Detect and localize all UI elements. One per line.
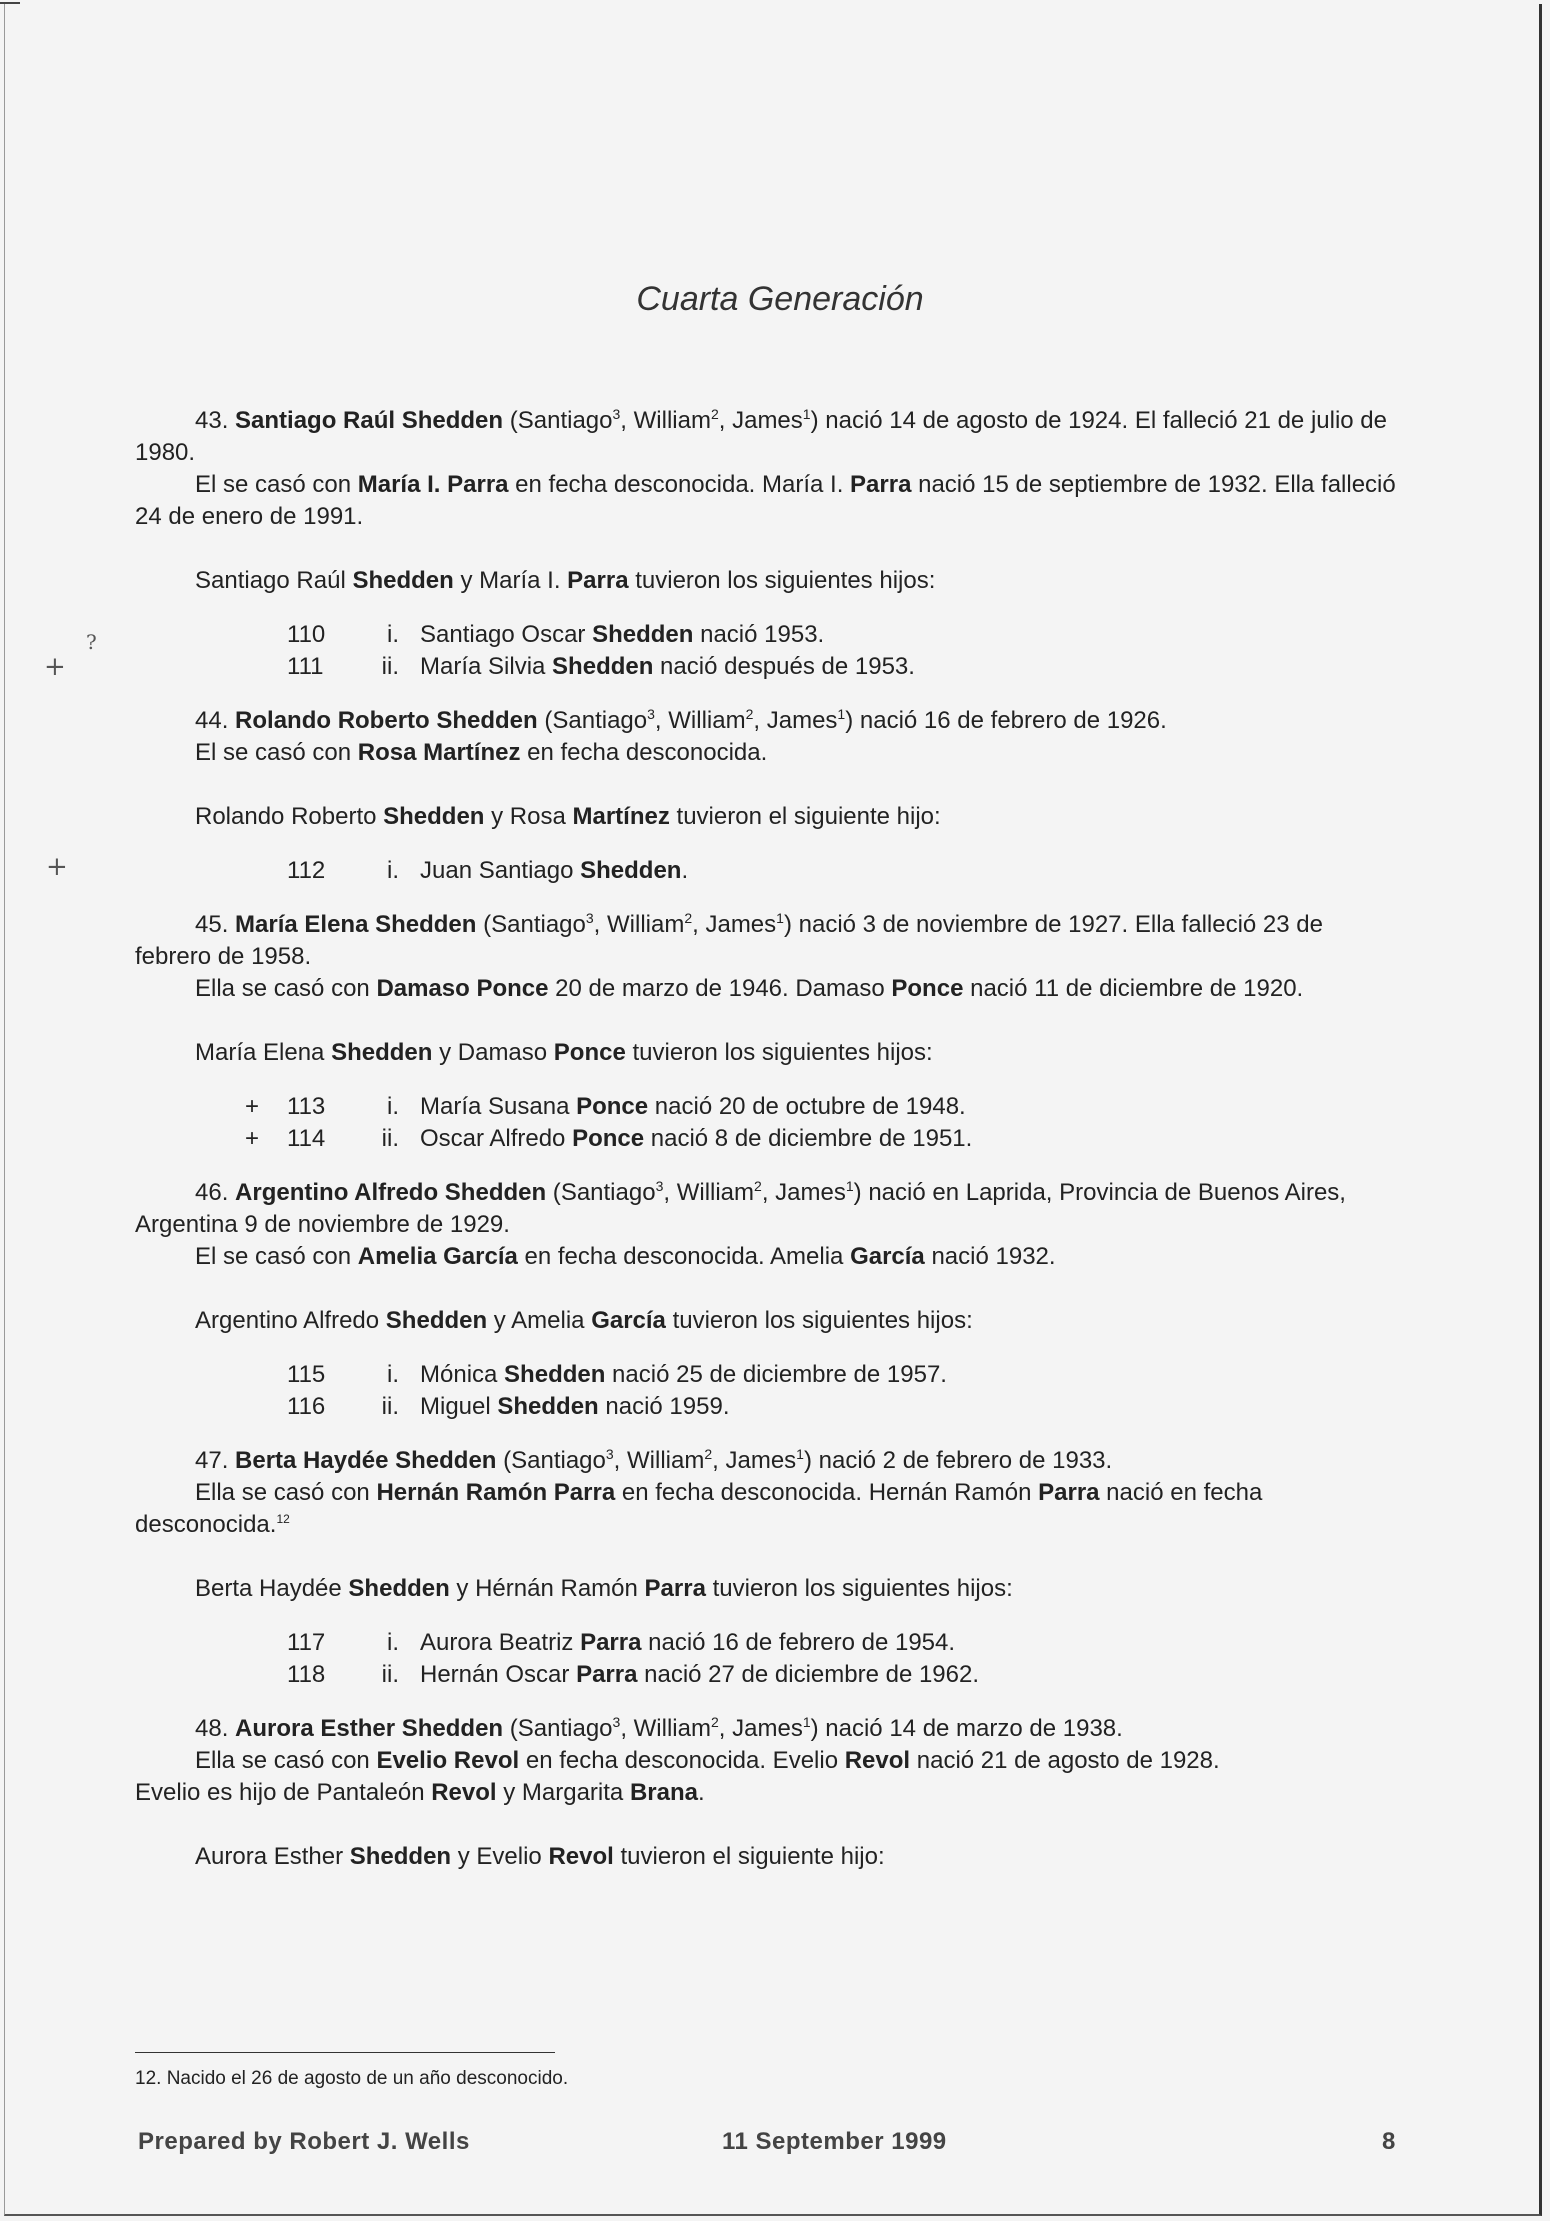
- margin-mark-plus: +: [46, 852, 68, 882]
- child-text: Aurora Beatriz Parra nació 16 de febrero de 1954.: [420, 1629, 956, 1656]
- child-surname: Shedden: [504, 1361, 606, 1388]
- spacer: [135, 1337, 1405, 1359]
- entry: [135, 405, 1405, 705]
- margin-mark-question: ?: [86, 630, 97, 654]
- ancestor-name: William: [668, 707, 746, 734]
- scan-mark: [0, 2, 20, 4]
- marriage-text: El se casó con Rosa Martínez en fecha desconocida.: [195, 739, 768, 766]
- spacer: [135, 1005, 1405, 1037]
- child-row: [135, 1627, 1405, 1659]
- child-surname: Parra: [576, 1661, 638, 1688]
- child-roman: ii.: [381, 1393, 399, 1420]
- child-number: 116: [287, 1393, 326, 1420]
- spacer: [135, 683, 1405, 705]
- children-intro: Berta Haydée Shedden y Hérnán Ramón Parra tuvieron los siguientes hijos:: [195, 1575, 1013, 1602]
- entry-number: 44.: [195, 707, 236, 734]
- parent-bold: Revol: [431, 1779, 497, 1806]
- generation-number: 1: [837, 706, 846, 722]
- generation-number: 1: [802, 406, 811, 422]
- child-number: 112: [287, 857, 326, 884]
- entry-header: 48. Aurora Esther Shedden (Santiago$^3$, William$^2$, James$^1$) nació 14 de marzo de 1938.: [195, 1714, 1123, 1742]
- child-surname: Parra: [580, 1629, 642, 1656]
- entry-number: 48.: [195, 1715, 236, 1742]
- spacer: [135, 1155, 1405, 1177]
- spouse-bold: García: [850, 1243, 925, 1270]
- entry-name: Berta Haydée Shedden: [235, 1447, 497, 1474]
- marriage-text: El se casó con María I. Parra en fecha desconocida. María I. Parra nació 15 de septiembre de 1932. Ella falleció 24 de enero de 1991.: [135, 471, 1396, 530]
- child-roman: i.: [387, 621, 399, 648]
- spacer: [135, 1809, 1405, 1841]
- spouse-bold: Ponce: [891, 975, 964, 1002]
- child-text: María Susana Ponce nació 20 de octubre de 1948.: [420, 1093, 966, 1120]
- ancestor-name: James: [725, 1447, 797, 1474]
- spouse-bold: María I. Parra: [357, 471, 509, 498]
- birth-text: nació 14 de agosto de 1924. El falleció 21 de julio de 1980.: [135, 407, 1387, 466]
- entry-header: 43. Santiago Raúl Shedden (Santiago$^3$, William$^2$, James$^1$) nació 14 de agosto de 1924. El falleció 21 de julio de 1980.: [135, 406, 1387, 466]
- child-number: 117: [287, 1629, 326, 1656]
- child-roman: ii.: [381, 1125, 399, 1152]
- generation-number: 3: [585, 910, 594, 926]
- child-text: Santiago Oscar Shedden nació 1953.: [420, 621, 825, 648]
- child-surname: Ponce: [576, 1093, 649, 1120]
- spacer: [135, 1691, 1405, 1713]
- entry: [135, 909, 1405, 1177]
- entry-name: María Elena Shedden: [235, 911, 477, 938]
- child-number: 110: [287, 621, 326, 648]
- spouse-bold: Revol: [844, 1747, 911, 1774]
- ancestor-name: Santiago: [511, 1447, 606, 1474]
- parent-surname-bold: Parra: [567, 567, 629, 594]
- spouse-bold: Evelio Revol: [376, 1747, 520, 1774]
- spouse-bold: Amelia García: [357, 1243, 518, 1270]
- child-text: Juan Santiago Shedden.: [420, 857, 689, 884]
- children-intro: Santiago Raúl Shedden y María I. Parra tuvieron los siguientes hijos:: [195, 567, 936, 594]
- marriage-text: Ella se casó con Evelio Revol en fecha desconocida. Evelio Revol nació 21 de agosto de 1928.: [195, 1747, 1220, 1774]
- generation-number: 3: [612, 406, 621, 422]
- ancestor-name: Santiago: [552, 707, 648, 734]
- entries-list: [135, 405, 1405, 1873]
- entry-name: Santiago Raúl Shedden: [235, 407, 504, 434]
- child-row: [135, 1659, 1405, 1691]
- entry-number: 47.: [195, 1447, 236, 1474]
- generation-number: 2: [754, 1178, 762, 1194]
- generation-number: 1: [776, 910, 784, 926]
- spouse-bold: Hernán Ramón Parra: [376, 1479, 616, 1506]
- generation-number: 1: [802, 1714, 811, 1730]
- entry-header: 47. Berta Haydée Shedden (Santiago$^3$, William$^2$, James$^1$) nació 2 de febrero de 1933.: [195, 1446, 1113, 1474]
- child-surname: Shedden: [580, 857, 682, 884]
- ancestor-name: Santiago: [560, 1179, 656, 1206]
- spacer: [135, 1273, 1405, 1305]
- marriage-text: Ella se casó con Hernán Ramón Parra en fecha desconocida. Hernán Ramón Parra nació en fecha desconocida.$^{12}$: [135, 1479, 1263, 1538]
- child-roman: i.: [387, 1361, 399, 1388]
- footnote-rule: [135, 2052, 555, 2053]
- descendant-marker: +: [245, 1093, 260, 1120]
- generation-number: 1: [845, 1178, 854, 1194]
- parent-surname-bold: García: [591, 1307, 666, 1334]
- footer-date: 11 September 1999: [722, 2128, 947, 2155]
- birth-text: nació 14 de marzo de 1938.: [825, 1715, 1123, 1742]
- page-title: Cuarta Generación: [636, 280, 924, 318]
- child-text: Hernán Oscar Parra nació 27 de diciembre de 1962.: [420, 1661, 980, 1688]
- spacer: [135, 887, 1405, 909]
- child-number: 115: [287, 1361, 326, 1388]
- child-row: [135, 1359, 1405, 1391]
- spacer: [135, 1541, 1405, 1573]
- ancestor-name: Santiago: [517, 407, 613, 434]
- margin-mark-plus: +: [44, 652, 66, 682]
- child-row: [135, 1123, 1405, 1155]
- child-number: 111: [287, 653, 324, 680]
- birth-text: nació 16 de febrero de 1926.: [859, 707, 1167, 734]
- entry-header: 45. María Elena Shedden (Santiago$^3$, William$^2$, James$^1$) nació 3 de noviembre de 1927. Ella falleció 23 de febrero de 1958.: [135, 910, 1323, 970]
- generation-number: 3: [605, 1446, 614, 1462]
- child-row: [135, 1091, 1405, 1123]
- child-text: Miguel Shedden nació 1959.: [420, 1393, 730, 1420]
- spouse-bold: Damaso Ponce: [376, 975, 549, 1002]
- spacer: [135, 533, 1405, 565]
- marriage-text: Ella se casó con Damaso Ponce 20 de marzo de 1946. Damaso Ponce nació 11 de diciembre de 1920.: [195, 975, 1304, 1002]
- ancestor-name: James: [775, 1179, 846, 1206]
- child-surname: Shedden: [497, 1393, 599, 1420]
- entry-number: 43.: [195, 407, 236, 434]
- ancestor-name: William: [676, 1179, 755, 1206]
- entry: [135, 705, 1405, 909]
- parent-surname-bold: Revol: [548, 1843, 614, 1870]
- footnote: 12. Nacido el 26 de agosto de un año desconocido.: [135, 2068, 569, 2089]
- spacer: [135, 597, 1405, 619]
- child-row: [135, 651, 1405, 683]
- generation-number: 2: [710, 406, 719, 422]
- parent-surname-bold: Shedden: [383, 803, 485, 830]
- child-text: María Silvia Shedden nació después de 1953.: [420, 653, 915, 680]
- generation-number: 1: [796, 1446, 804, 1462]
- parent-surname-bold: Shedden: [385, 1307, 488, 1334]
- ancestor-name: William: [633, 407, 711, 434]
- spouse-bold: Parra: [1038, 1479, 1100, 1506]
- generation-number: 3: [655, 1178, 664, 1194]
- spacer: [135, 1069, 1405, 1091]
- descendant-marker: +: [245, 1125, 260, 1152]
- ancestor-name: James: [732, 407, 803, 434]
- birth-text: nació 2 de febrero de 1933.: [818, 1447, 1113, 1474]
- parent-bold: Brana: [629, 1779, 698, 1806]
- entry-name: Aurora Esther Shedden: [235, 1715, 504, 1742]
- child-surname: Ponce: [572, 1125, 645, 1152]
- parent-surname-bold: Shedden: [331, 1039, 433, 1066]
- parent-surname-bold: Shedden: [352, 567, 454, 594]
- child-row: [135, 855, 1405, 887]
- generation-number: 2: [710, 1714, 719, 1730]
- children-intro: Argentino Alfredo Shedden y Amelia García tuvieron los siguientes hijos:: [195, 1307, 973, 1334]
- spouse-bold: Rosa Martínez: [357, 739, 521, 766]
- children-intro: María Elena Shedden y Damaso Ponce tuvieron los siguientes hijos:: [195, 1039, 933, 1066]
- child-roman: i.: [387, 857, 399, 884]
- ancestor-name: William: [627, 1447, 705, 1474]
- generation-number: 3: [612, 1714, 621, 1730]
- footer-prepared-by: Prepared by Robert J. Wells: [138, 2128, 470, 2155]
- entry-header: 46. Argentino Alfredo Shedden (Santiago$^3$, William$^2$, James$^1$) nació en Laprida, Provincia de Buenos Aires, Argentina 9 de noviembre de 1929.: [135, 1178, 1346, 1238]
- generation-number: 2: [704, 1446, 713, 1462]
- entry: [135, 1713, 1405, 1873]
- child-number: 118: [287, 1661, 326, 1688]
- spacer: [135, 1423, 1405, 1445]
- parent-surname-bold: Martínez: [572, 803, 670, 830]
- entry-name: Rolando Roberto Shedden: [235, 707, 538, 734]
- spacer: [135, 1605, 1405, 1627]
- parent-surname-bold: Shedden: [349, 1843, 452, 1870]
- marriage-text: El se casó con Amelia García en fecha desconocida. Amelia García nació 1932.: [195, 1243, 1056, 1270]
- spouse-bold: Parra: [850, 471, 912, 498]
- child-text: Oscar Alfredo Ponce nació 8 de diciembre de 1951.: [420, 1125, 973, 1152]
- entry: [135, 1445, 1405, 1713]
- entry-name: Argentino Alfredo Shedden: [235, 1179, 547, 1206]
- birth-text: nació en Laprida, Provincia de Buenos Aires, Argentina 9 de noviembre de 1929.: [135, 1179, 1346, 1238]
- child-text: Mónica Shedden nació 25 de diciembre de 1957.: [420, 1361, 947, 1388]
- child-roman: i.: [387, 1093, 399, 1120]
- parent-surname-bold: Shedden: [348, 1575, 450, 1602]
- ancestor-name: William: [633, 1715, 711, 1742]
- children-intro: Aurora Esther Shedden y Evelio Revol tuvieron el siguiente hijo:: [195, 1843, 885, 1870]
- entry-number: 45.: [195, 911, 236, 938]
- child-roman: ii.: [381, 1661, 399, 1688]
- spacer: [135, 769, 1405, 801]
- ancestor-name: William: [607, 911, 685, 938]
- parent-surname-bold: Parra: [644, 1575, 706, 1602]
- child-roman: ii.: [381, 653, 399, 680]
- ancestor-name: Santiago: [517, 1715, 613, 1742]
- footer-page-number: 8: [1382, 2128, 1396, 2155]
- child-row: [135, 619, 1405, 651]
- entry: [135, 1177, 1405, 1445]
- birth-text: nació 3 de noviembre de 1927. Ella falleció 23 de febrero de 1958.: [135, 911, 1323, 970]
- spacer: [135, 833, 1405, 855]
- child-number: 113: [287, 1093, 326, 1120]
- ancestor-name: James: [732, 1715, 803, 1742]
- child-surname: Shedden: [552, 653, 654, 680]
- generation-number: 2: [745, 706, 754, 722]
- ancestor-name: Santiago: [491, 911, 586, 938]
- child-row: [135, 1391, 1405, 1423]
- entry-header: 44. Rolando Roberto Shedden (Santiago$^3$, William$^2$, James$^1$) nació 16 de febrero de 1926.: [195, 706, 1167, 734]
- child-number: 114: [287, 1125, 326, 1152]
- child-surname: Shedden: [592, 621, 694, 648]
- children-intro: Rolando Roberto Shedden y Rosa Martínez tuvieron el siguiente hijo:: [195, 803, 941, 830]
- child-roman: i.: [387, 1629, 399, 1656]
- ancestor-name: James: [705, 911, 777, 938]
- generation-number: 2: [684, 910, 693, 926]
- footnote-ref: 12: [276, 1512, 290, 1526]
- ancestor-name: James: [766, 707, 838, 734]
- entry-number: 46.: [195, 1179, 236, 1206]
- parent-surname-bold: Ponce: [553, 1039, 626, 1066]
- parents-text: Evelio es hijo de Pantaleón Revol y Margarita Brana.: [135, 1779, 705, 1806]
- generation-number: 3: [647, 706, 655, 722]
